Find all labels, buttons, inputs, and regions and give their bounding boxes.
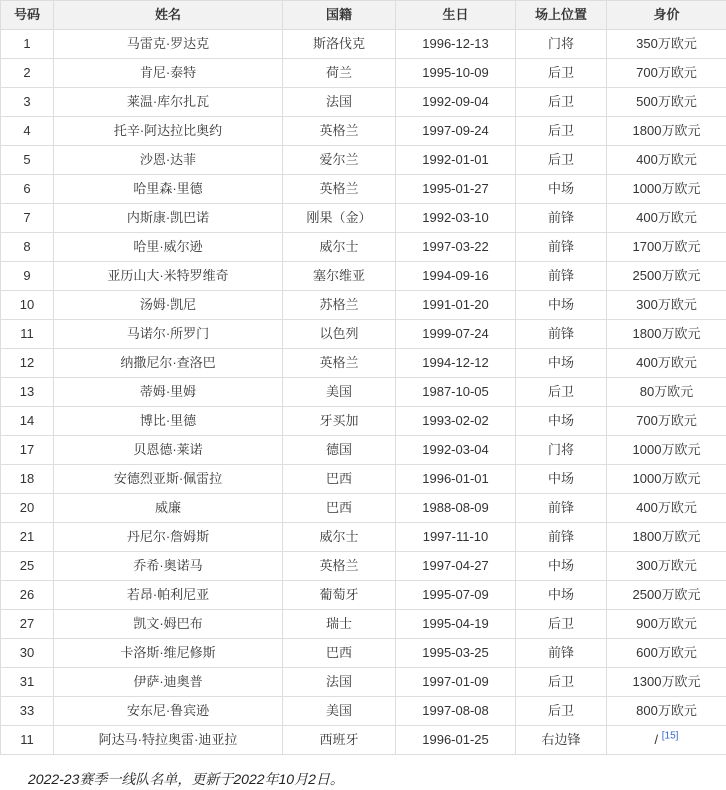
cell-position: 后卫 xyxy=(516,146,607,175)
cell-nationality: 威尔士 xyxy=(283,233,396,262)
cell-name: 托辛·阿达拉比奥约 xyxy=(54,117,283,146)
cell-birthday: 1994-09-16 xyxy=(396,262,516,291)
cell-nationality: 法国 xyxy=(283,88,396,117)
cell-number: 6 xyxy=(1,175,54,204)
citation-link[interactable]: [15] xyxy=(661,730,679,742)
cell-name: 若昂·帕利尼亚 xyxy=(54,581,283,610)
cell-nationality: 美国 xyxy=(283,697,396,726)
cell-nationality: 苏格兰 xyxy=(283,291,396,320)
cell-birthday: 1999-07-24 xyxy=(396,320,516,349)
table-row xyxy=(1,407,726,436)
cell-value: 400万欧元 xyxy=(607,494,726,523)
cell-position: 后卫 xyxy=(516,117,607,146)
cell-birthday: 1995-04-19 xyxy=(396,610,516,639)
cell-position: 前锋 xyxy=(516,639,607,668)
table-row xyxy=(1,117,726,146)
cell-value: 300万欧元 xyxy=(607,552,726,581)
cell-birthday: 1995-03-25 xyxy=(396,639,516,668)
cell-nationality: 爱尔兰 xyxy=(283,146,396,175)
squad-table-header xyxy=(1,1,726,30)
table-row xyxy=(1,30,726,59)
cell-number: 26 xyxy=(1,581,54,610)
table-row xyxy=(1,639,726,668)
table-row xyxy=(1,262,726,291)
cell-number: 11 xyxy=(1,726,54,755)
table-row xyxy=(1,378,726,407)
cell-position: 前锋 xyxy=(516,262,607,291)
cell-nationality: 巴西 xyxy=(283,465,396,494)
cell-name: 马雷克·罗达克 xyxy=(54,30,283,59)
cell-name: 安德烈亚斯·佩雷拉 xyxy=(54,465,283,494)
cell-position: 后卫 xyxy=(516,697,607,726)
cell-birthday: 1997-03-22 xyxy=(396,233,516,262)
cell-value: 1800万欧元 xyxy=(607,117,726,146)
cell-name: 哈里森·里德 xyxy=(54,175,283,204)
table-row xyxy=(1,175,726,204)
cell-birthday: 1997-04-27 xyxy=(396,552,516,581)
cell-number: 1 xyxy=(1,30,54,59)
cell-position: 后卫 xyxy=(516,59,607,88)
cell-position: 前锋 xyxy=(516,204,607,233)
cell-number: 7 xyxy=(1,204,54,233)
cell-value: 400万欧元 xyxy=(607,146,726,175)
cell-value: 900万欧元 xyxy=(607,610,726,639)
table-row xyxy=(1,610,726,639)
cell-position: 中场 xyxy=(516,581,607,610)
cell-name: 卡洛斯·维尼修斯 xyxy=(54,639,283,668)
cell-value: 700万欧元 xyxy=(607,407,726,436)
cell-name: 亚历山大·米特罗维奇 xyxy=(54,262,283,291)
cell-number: 10 xyxy=(1,291,54,320)
cell-position: 前锋 xyxy=(516,494,607,523)
header-row xyxy=(1,1,726,30)
cell-birthday: 1992-09-04 xyxy=(396,88,516,117)
cell-number: 2 xyxy=(1,59,54,88)
table-row xyxy=(1,320,726,349)
cell-position: 后卫 xyxy=(516,610,607,639)
cell-name: 肯尼·泰特 xyxy=(54,59,283,88)
cell-birthday: 1988-08-09 xyxy=(396,494,516,523)
cell-number: 31 xyxy=(1,668,54,697)
cell-value: 1300万欧元 xyxy=(607,668,726,697)
cell-value: 2500万欧元 xyxy=(607,581,726,610)
cell-value: 700万欧元 xyxy=(607,59,726,88)
cell-birthday: 1994-12-12 xyxy=(396,349,516,378)
cell-name: 莱温·库尔扎瓦 xyxy=(54,88,283,117)
cell-number: 9 xyxy=(1,262,54,291)
cell-nationality: 斯洛伐克 xyxy=(283,30,396,59)
cell-nationality: 德国 xyxy=(283,436,396,465)
cell-number: 27 xyxy=(1,610,54,639)
cell-nationality: 瑞士 xyxy=(283,610,396,639)
table-row xyxy=(1,523,726,552)
table-row xyxy=(1,697,726,726)
cell-name: 沙恩·达菲 xyxy=(54,146,283,175)
cell-name: 阿达马·特拉奥雷·迪亚拉 xyxy=(54,726,283,755)
table-row xyxy=(1,552,726,581)
cell-birthday: 1992-01-01 xyxy=(396,146,516,175)
cell-name: 安东尼·鲁宾逊 xyxy=(54,697,283,726)
table-row xyxy=(1,146,726,175)
cell-value: 500万欧元 xyxy=(607,88,726,117)
cell-number: 5 xyxy=(1,146,54,175)
cell-position: 门将 xyxy=(516,30,607,59)
cell-birthday: 1995-01-27 xyxy=(396,175,516,204)
cell-value: 80万欧元 xyxy=(607,378,726,407)
cell-birthday: 1992-03-04 xyxy=(396,436,516,465)
cell-nationality: 英格兰 xyxy=(283,117,396,146)
cell-value: 2500万欧元 xyxy=(607,262,726,291)
cell-nationality: 刚果（金） xyxy=(283,204,396,233)
cell-nationality: 美国 xyxy=(283,378,396,407)
cell-name: 纳撒尼尔·查洛巴 xyxy=(54,349,283,378)
cell-birthday: 1997-11-10 xyxy=(396,523,516,552)
cell-nationality: 巴西 xyxy=(283,639,396,668)
cell-value: 400万欧元 xyxy=(607,204,726,233)
cell-birthday: 1993-02-02 xyxy=(396,407,516,436)
cell-position: 中场 xyxy=(516,175,607,204)
table-row xyxy=(1,436,726,465)
cell-number: 4 xyxy=(1,117,54,146)
cell-number: 11 xyxy=(1,320,54,349)
cell-number: 20 xyxy=(1,494,54,523)
cell-nationality: 塞尔维亚 xyxy=(283,262,396,291)
table-row xyxy=(1,204,726,233)
cell-number: 25 xyxy=(1,552,54,581)
cell-value: 1000万欧元 xyxy=(607,175,726,204)
cell-value: 350万欧元 xyxy=(607,30,726,59)
cell-nationality: 英格兰 xyxy=(283,552,396,581)
column-header-name: 姓名 xyxy=(54,1,283,30)
column-header-birthday: 生日 xyxy=(396,1,516,30)
cell-birthday: 1996-01-25 xyxy=(396,726,516,755)
cell-name: 蒂姆·里姆 xyxy=(54,378,283,407)
cell-name: 丹尼尔·詹姆斯 xyxy=(54,523,283,552)
cell-nationality: 法国 xyxy=(283,668,396,697)
cell-value: 1700万欧元 xyxy=(607,233,726,262)
cell-name: 威廉 xyxy=(54,494,283,523)
table-row xyxy=(1,349,726,378)
cell-birthday: 1997-08-08 xyxy=(396,697,516,726)
cell-name: 哈里·威尔逊 xyxy=(54,233,283,262)
cell-position: 后卫 xyxy=(516,88,607,117)
cell-name: 汤姆·凯尼 xyxy=(54,291,283,320)
cell-value: 800万欧元 xyxy=(607,697,726,726)
cell-position: 前锋 xyxy=(516,523,607,552)
table-row xyxy=(1,581,726,610)
cell-number: 14 xyxy=(1,407,54,436)
cell-number: 3 xyxy=(1,88,54,117)
cell-value: 300万欧元 xyxy=(607,291,726,320)
column-header-number: 号码 xyxy=(1,1,54,30)
cell-nationality: 葡萄牙 xyxy=(283,581,396,610)
cell-position: 中场 xyxy=(516,291,607,320)
cell-position: 中场 xyxy=(516,465,607,494)
cell-birthday: 1987-10-05 xyxy=(396,378,516,407)
cell-value: / [15] xyxy=(607,726,726,755)
cell-name: 内斯康·凯巴诺 xyxy=(54,204,283,233)
cell-value: 1000万欧元 xyxy=(607,465,726,494)
cell-number: 18 xyxy=(1,465,54,494)
cell-nationality: 以色列 xyxy=(283,320,396,349)
cell-position: 前锋 xyxy=(516,233,607,262)
cell-position: 后卫 xyxy=(516,668,607,697)
cell-nationality: 荷兰 xyxy=(283,59,396,88)
cell-value: 1800万欧元 xyxy=(607,320,726,349)
table-row xyxy=(1,465,726,494)
cell-birthday: 1997-09-24 xyxy=(396,117,516,146)
squad-table-body xyxy=(1,30,726,755)
cell-birthday: 1997-01-09 xyxy=(396,668,516,697)
cell-number: 17 xyxy=(1,436,54,465)
cell-birthday: 1992-03-10 xyxy=(396,204,516,233)
cell-position: 右边锋 xyxy=(516,726,607,755)
cell-name: 伊萨·迪奥普 xyxy=(54,668,283,697)
cell-birthday: 1995-10-09 xyxy=(396,59,516,88)
cell-nationality: 巴西 xyxy=(283,494,396,523)
cell-birthday: 1995-07-09 xyxy=(396,581,516,610)
cell-number: 21 xyxy=(1,523,54,552)
cell-position: 中场 xyxy=(516,552,607,581)
cell-name: 乔希·奥诺马 xyxy=(54,552,283,581)
table-row xyxy=(1,291,726,320)
column-header-nationality: 国籍 xyxy=(283,1,396,30)
cell-birthday: 1996-01-01 xyxy=(396,465,516,494)
table-row xyxy=(1,726,726,755)
table-row xyxy=(1,59,726,88)
cell-nationality: 英格兰 xyxy=(283,349,396,378)
column-header-value: 身价 xyxy=(607,1,726,30)
cell-number: 12 xyxy=(1,349,54,378)
cell-value: 600万欧元 xyxy=(607,639,726,668)
cell-value: 400万欧元 xyxy=(607,349,726,378)
cell-nationality: 英格兰 xyxy=(283,175,396,204)
update-note: 2022-23赛季一线队名单，更新于2022年10月2日。 xyxy=(28,771,344,787)
column-header-position: 场上位置 xyxy=(516,1,607,30)
cell-number: 8 xyxy=(1,233,54,262)
table-row xyxy=(1,668,726,697)
cell-value: 1000万欧元 xyxy=(607,436,726,465)
cell-position: 前锋 xyxy=(516,320,607,349)
table-row xyxy=(1,233,726,262)
cell-nationality: 牙买加 xyxy=(283,407,396,436)
cell-value: 1800万欧元 xyxy=(607,523,726,552)
cell-position: 中场 xyxy=(516,407,607,436)
cell-position: 中场 xyxy=(516,349,607,378)
cell-name: 凯文·姆巴布 xyxy=(54,610,283,639)
cell-position: 门将 xyxy=(516,436,607,465)
cell-birthday: 1996-12-13 xyxy=(396,30,516,59)
cell-nationality: 威尔士 xyxy=(283,523,396,552)
cell-birthday: 1991-01-20 xyxy=(396,291,516,320)
cell-number: 30 xyxy=(1,639,54,668)
cell-number: 13 xyxy=(1,378,54,407)
cell-name: 贝恩德·莱诺 xyxy=(54,436,283,465)
table-row xyxy=(1,88,726,117)
table-row xyxy=(1,494,726,523)
cell-position: 后卫 xyxy=(516,378,607,407)
cell-nationality: 西班牙 xyxy=(283,726,396,755)
cell-name: 博比·里德 xyxy=(54,407,283,436)
cell-name: 马诺尔·所罗门 xyxy=(54,320,283,349)
cell-number: 33 xyxy=(1,697,54,726)
